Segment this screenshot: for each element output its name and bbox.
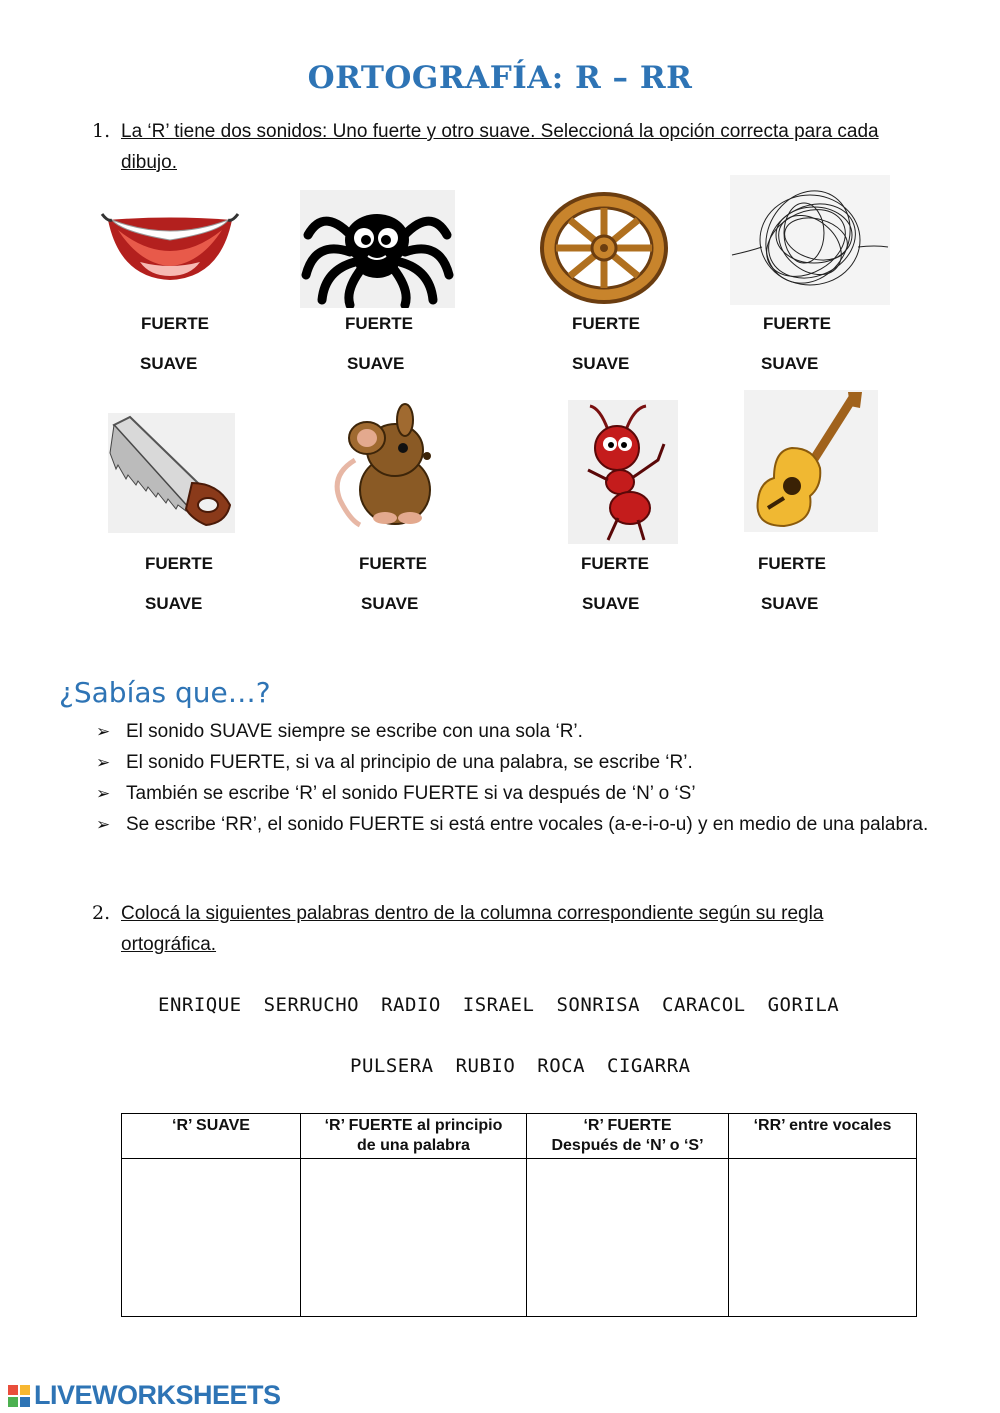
classification-table (121, 1113, 917, 1317)
logo-squares-icon (8, 1385, 30, 1407)
drop-zone-r-suave[interactable] (122, 1159, 301, 1317)
word-item[interactable]: ISRAEL (462, 994, 535, 1016)
option-suave[interactable]: SUAVE (361, 594, 419, 613)
option-suave[interactable]: SUAVE (572, 354, 630, 373)
column-header: ‘RR’ entre vocales (729, 1114, 917, 1159)
column-header: ‘R’ SUAVE (122, 1114, 301, 1159)
option-suave[interactable]: SUAVE (140, 354, 198, 373)
arrow-bullet-icon: ➢ (96, 784, 111, 803)
scribble-ball-icon (730, 175, 890, 305)
list-item: ➢ El sonido SUAVE siempre se escribe con una sola ‘R’. (96, 716, 946, 747)
sabias-heading: ¿Sabías que…? (59, 676, 271, 709)
arrow-bullet-icon: ➢ (96, 722, 111, 741)
rules-list (96, 716, 946, 840)
word-item[interactable]: GORILA (767, 994, 840, 1016)
word-item[interactable]: SONRISA (556, 994, 641, 1016)
page-title: ORTOGRAFÍA: R – RR (307, 60, 693, 96)
word-item[interactable]: RUBIO (455, 1055, 516, 1077)
word-item[interactable]: CIGARRA (607, 1055, 691, 1077)
option-fuerte[interactable]: FUERTE (359, 554, 427, 573)
column-header: ‘R’ FUERTE Después de ‘N’ o ‘S’ (527, 1114, 729, 1159)
wheel-icon (540, 190, 668, 305)
option-suave[interactable]: SUAVE (761, 354, 819, 373)
mouth-icon (100, 200, 240, 285)
option-fuerte[interactable]: FUERTE (345, 314, 413, 333)
list-item: ➢ Se escribe ‘RR’, el sonido FUERTE si está entre vocales (a-e-i-o-u) y en medio de una palabra. (96, 809, 946, 840)
option-fuerte[interactable]: FUERTE (572, 314, 640, 333)
option-fuerte[interactable]: FUERTE (141, 314, 209, 333)
word-item[interactable]: RADIO (381, 994, 441, 1016)
word-bank-line-2 (350, 1055, 1000, 1077)
question-text: La ‘R’ tiene dos sonidos: Uno fuerte y otro suave. Seleccioná la opción correcta para cada dibujo. (121, 121, 879, 173)
column-header: ‘R’ FUERTE al principio de una palabra (301, 1114, 527, 1159)
list-item: ➢ También se escribe ‘R’ el sonido FUERTE si va después de ‘N’ o ‘S’ (96, 778, 946, 809)
drop-zone-r-fuerte-principio[interactable] (301, 1159, 527, 1317)
question-number: 1. (92, 120, 111, 142)
guitar-icon (744, 390, 878, 532)
option-fuerte[interactable]: FUERTE (581, 554, 649, 573)
mouse-icon (325, 400, 440, 528)
ant-icon (568, 400, 678, 544)
liveworksheets-logo: LIVEWORKSHEETS (8, 1380, 281, 1411)
word-item[interactable]: ENRIQUE (158, 994, 242, 1016)
question-number: 2. (92, 902, 111, 924)
drop-zone-rr-vocales[interactable] (729, 1159, 917, 1317)
option-suave[interactable]: SUAVE (145, 594, 203, 613)
arrow-bullet-icon: ➢ (96, 815, 111, 834)
spider-icon (300, 190, 455, 308)
drop-zone-r-fuerte-n-s[interactable] (527, 1159, 729, 1317)
saw-icon (108, 413, 235, 533)
question-1 (92, 116, 922, 178)
option-fuerte[interactable]: FUERTE (763, 314, 831, 333)
word-item[interactable]: ROCA (537, 1055, 586, 1077)
word-item[interactable]: CARACOL (662, 994, 746, 1016)
option-suave[interactable]: SUAVE (582, 594, 640, 613)
word-item[interactable]: SERRUCHO (263, 994, 360, 1016)
word-bank-line-1 (158, 994, 1000, 1016)
question-2 (92, 898, 922, 960)
arrow-bullet-icon: ➢ (96, 753, 111, 772)
option-suave[interactable]: SUAVE (347, 354, 405, 373)
word-item[interactable]: PULSERA (350, 1055, 434, 1077)
option-fuerte[interactable]: FUERTE (758, 554, 826, 573)
list-item: ➢ El sonido FUERTE, si va al principio de una palabra, se escribe ‘R’. (96, 747, 946, 778)
option-fuerte[interactable]: FUERTE (145, 554, 213, 573)
question-text: Colocá la siguientes palabras dentro de la columna correspondiente según su regla ortográfica. (121, 903, 824, 955)
option-suave[interactable]: SUAVE (761, 594, 819, 613)
